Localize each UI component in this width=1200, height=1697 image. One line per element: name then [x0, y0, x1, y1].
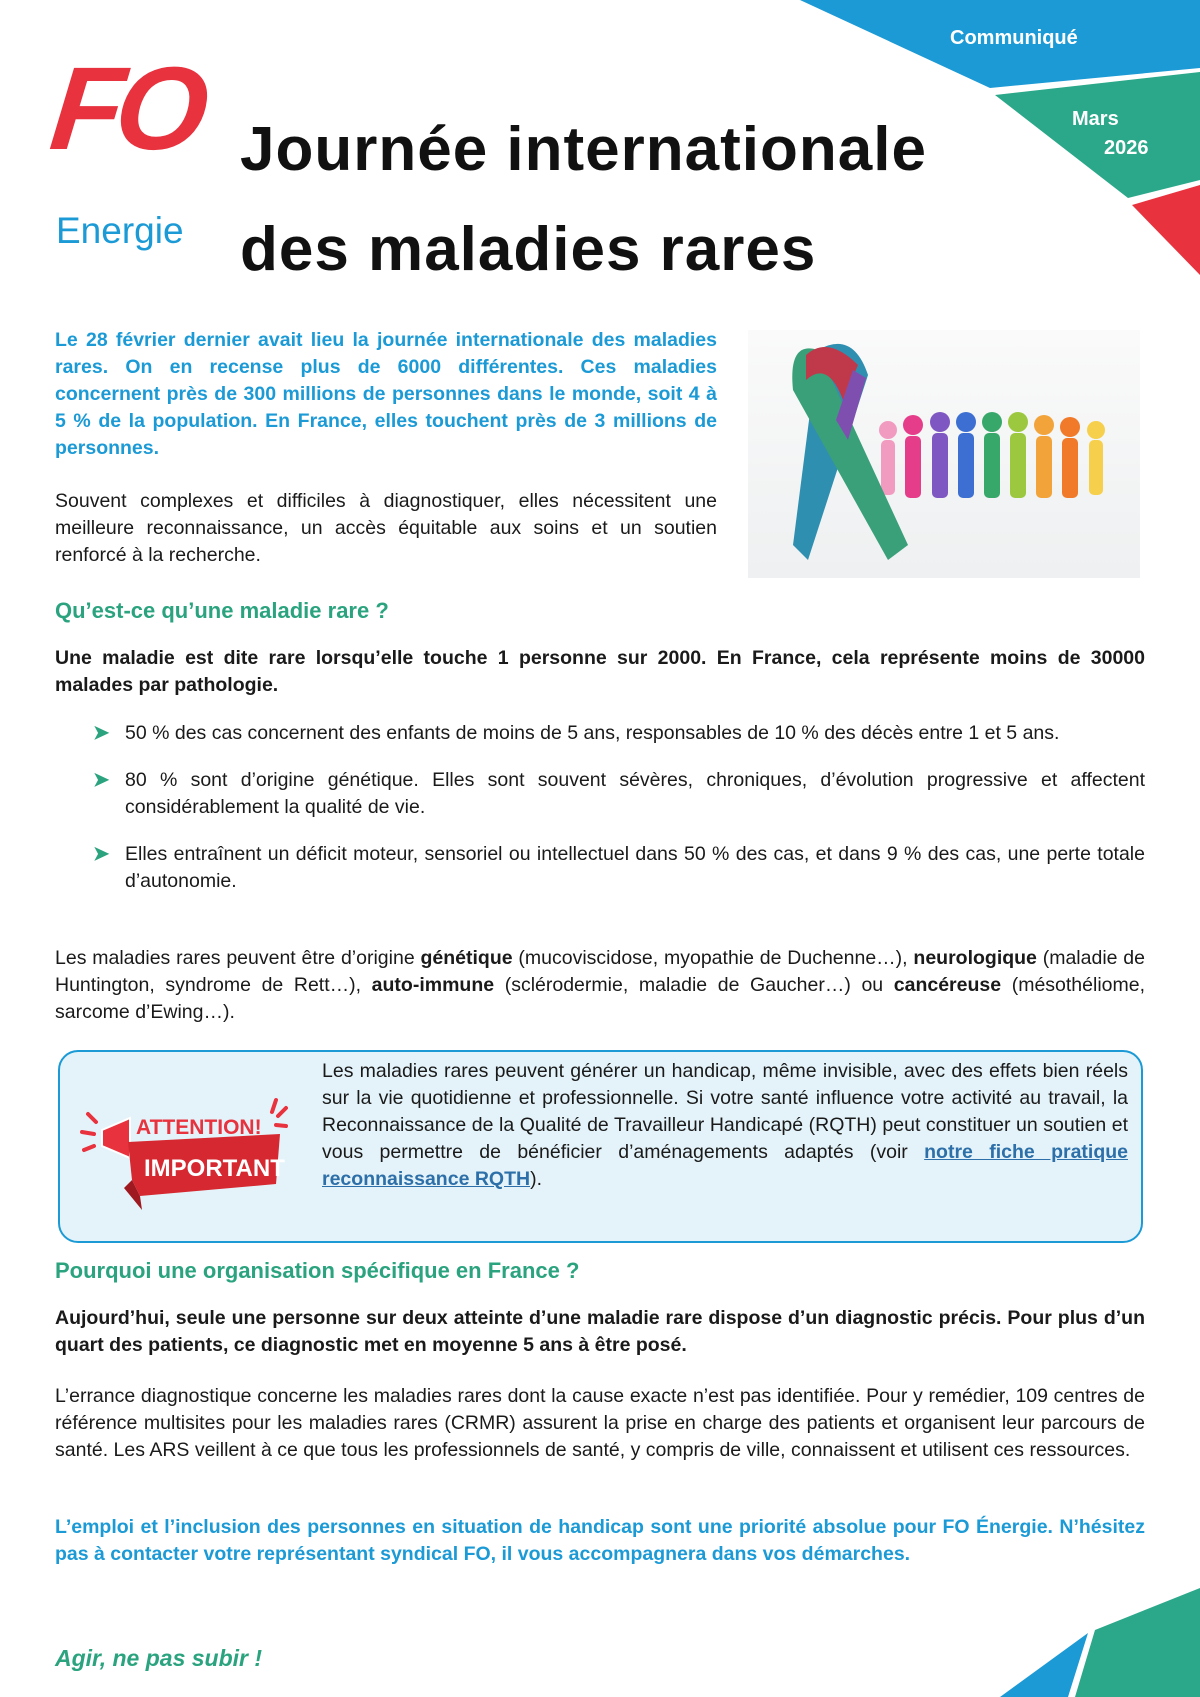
year: 2026 — [1104, 137, 1149, 159]
attention-important-badge — [80, 1092, 290, 1212]
rqth-link[interactable]: notre fiche pratique reconnaissance RQTH — [322, 1141, 1128, 1190]
disease-types-paragraph — [55, 945, 1145, 1026]
list-item-text: Elles entraînent un déficit moteur, sensoriel ou intellectuel dans 50 % des cas, et dans 9 % des cas, une perte totale d’autonomie. — [125, 843, 1145, 892]
list-item — [55, 720, 1145, 747]
text: ). — [530, 1168, 542, 1190]
emphasis: auto-immune — [371, 974, 495, 996]
section-heading: Pourquoi une organisation spécifique en France ? — [55, 1258, 580, 1283]
callout-box — [58, 1050, 1143, 1243]
bullet-list — [55, 720, 1145, 915]
list-item — [55, 767, 1145, 821]
awareness-ribbon-image — [748, 330, 1140, 578]
bottom-green-shape — [1075, 1588, 1200, 1697]
chevron-right-icon: ➤ — [93, 769, 110, 791]
emphasis: neurologique — [913, 947, 1037, 969]
text: (mucoviscidose, myopathie de Duchenne…), — [512, 947, 914, 969]
slogan: Agir, ne pas subir ! — [55, 1645, 263, 1671]
text: (sclérodermie, maladie de Gaucher…) ou — [494, 974, 894, 996]
page-title — [240, 100, 927, 300]
list-item — [55, 841, 1145, 895]
lead-paragraph: Aujourd’hui, seule une personne sur deux atteinte d’une maladie rare dispose d’un diagnostic précis. Pour plus d’un quart des patients, ce diagnostic met en moyenne 5 ans à être posé. — [55, 1307, 1145, 1356]
badge-bottom-text: IMPORTANT — [144, 1155, 285, 1182]
logo-fo: FO — [45, 43, 207, 175]
people-figures — [879, 412, 1105, 498]
closing-paragraph: L’emploi et l’inclusion des personnes en situation de handicap sont une priorité absolue pour FO Énergie. N’hésitez pas à contacter votre représentant syndical FO, il vous accompagnera dans vos démarches. — [55, 1516, 1145, 1565]
list-item-text: 80 % sont d’origine génétique. Elles sont souvent sévères, chroniques, d’évolution progressive et affectent considérablement la qualité de vie. — [125, 769, 1145, 818]
list-item-text: 50 % des cas concernent des enfants de moins de 5 ans, responsables de 10 % des décès entre 1 et 5 ans. — [125, 722, 1060, 744]
text: (mésothéliome, sarcome d’Ewing…). — [55, 974, 1146, 1023]
megaphone-icon — [102, 1118, 130, 1158]
red-banner — [1132, 185, 1200, 275]
text: Les maladies rares peuvent générer un handicap, même invisible, avec des effets bien réels sur la vie quotidienne et professionnelle. Si votre santé influence votre activité au travail, la Reconnaissance de la Qualité de Travailleur Handicapé (RQTH) peut constituer un soutien et vous permettre de bénéficier d’aménagements adaptés (voir — [322, 1060, 1128, 1163]
issue-date — [1070, 105, 1160, 163]
month: Mars — [1072, 108, 1119, 130]
logo-energie: Energie — [56, 210, 184, 251]
title-line-1: Journée internationale — [240, 115, 927, 184]
title-line-2: des maladies rares — [240, 215, 817, 284]
emphasis: génétique — [420, 947, 513, 969]
document-type: Communiqué — [950, 27, 1078, 49]
text: (maladie de Huntington, syndrome de Rett…), — [55, 947, 1145, 996]
callout-text — [322, 1058, 1128, 1193]
badge-top-text: ATTENTION! — [136, 1116, 262, 1139]
lead-paragraph: Une maladie est dite rare lorsqu’elle touche 1 personne sur 2000. En France, cela représente moins de 30000 malades par pathologie. — [55, 647, 1145, 696]
paragraph: L’errance diagnostique concerne les maladies rares dont la cause exacte n’est pas identifiée. Pour y remédier, 109 centres de référence multisites pour les maladies rares (CRMR) assurent la prise en charge des patients et organisent leur parcours de santé. Les ARS veillent à ce que tous les professionnels de santé, y compris de ville, connaissent et utilisent ces ressources. — [55, 1385, 1145, 1461]
emphasis: cancéreuse — [893, 974, 1002, 996]
bottom-blue-shape — [1000, 1633, 1088, 1697]
section-heading: Qu’est-ce qu’une maladie rare ? — [55, 598, 389, 623]
text: Les maladies rares peuvent être d’origine — [55, 947, 421, 969]
chevron-right-icon: ➤ — [93, 843, 110, 865]
chevron-right-icon: ➤ — [93, 722, 110, 744]
intro-paragraph: Le 28 février dernier avait lieu la journée internationale des maladies rares. On en recense plus de 6000 différentes. Ces maladies concernent près de 300 millions de personnes dans le monde, soit 4 à 5 % de la population. En France, elles touchent près de 3 millions de personnes. — [55, 329, 717, 459]
paragraph: Souvent complexes et difficiles à diagnostiquer, elles nécessitent une meilleure reconnaissance, un accès équitable aux soins et un soutien renforcé à la recherche. — [55, 490, 717, 566]
